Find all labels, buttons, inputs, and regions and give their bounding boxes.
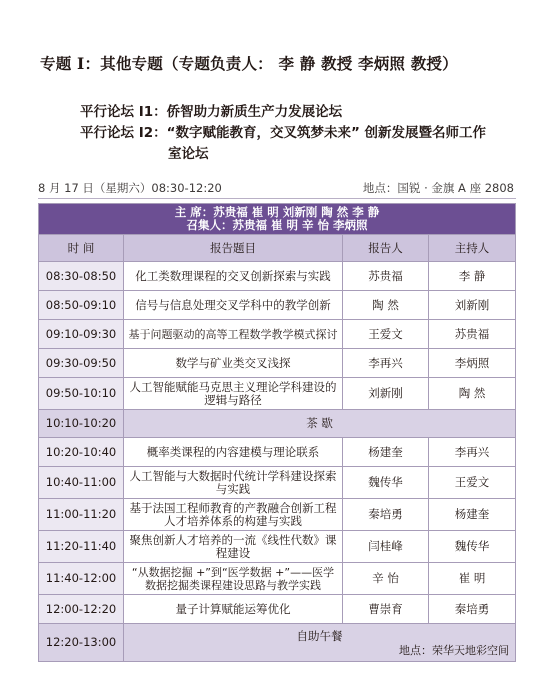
topic-cell: 聚焦创新人才培养的一流《线性代数》课程建设 [124,531,343,563]
topic-cell: 人工智能赋能马克思主义理论学科建设的逻辑与路径 [124,378,343,410]
header-host: 主持人 [429,235,516,262]
header-speaker: 报告人 [343,235,429,262]
topic-cell: 信号与信息处理交叉学科中的教学创新 [124,291,343,320]
time-cell: 10:10-10:20 [39,410,124,438]
forum-i1-title: 平行论坛 I1：侨智助力新质生产力发展论坛 [80,104,343,120]
table-row [39,563,516,595]
speaker-cell: 苏贵福 [343,262,429,291]
section-title: 专题 I：其他专题（专题负责人： 李 静 教授 李炳照 教授） [40,54,458,73]
time-cell: 10:20-10:40 [39,438,124,467]
speaker-cell: 魏传华 [343,467,429,499]
forum-i2-title-cont: 室论坛 [168,146,209,162]
time-cell: 09:30-09:50 [39,349,124,378]
table-row [39,320,516,349]
tea-break-row [39,410,516,438]
host-cell: 李炳照 [429,349,516,378]
speaker-cell: 辛 怡 [343,563,429,595]
table-row [39,531,516,563]
lunch-location: 地点：荣华天地彩空间 [399,644,510,657]
table-header [39,235,516,262]
host-cell: 魏传华 [429,531,516,563]
time-cell: 11:20-11:40 [39,531,124,563]
speaker-cell: 陶 然 [343,291,429,320]
host-cell: 崔 明 [429,563,516,595]
table-row [39,378,516,410]
time-cell: 09:50-10:10 [39,378,124,410]
session-location: 地点：国锐 · 金旗 A 座 2808 [362,181,514,195]
topic-cell: 量子计算赋能运筹优化 [124,595,343,624]
speaker-cell: 王爱文 [343,320,429,349]
table-row [39,499,516,531]
speaker-cell: 秦培勇 [343,499,429,531]
topic-cell: 化工类数理课程的交叉创新探索与实践 [124,262,343,291]
lunch-row [39,624,516,662]
topic-cell: 人工智能与大数据时代统计学科建设探索与实践 [124,467,343,499]
speaker-cell: 刘新刚 [343,378,429,410]
speaker-cell: 杨建奎 [343,438,429,467]
lunch-cell [124,624,516,662]
topic-cell: “从数据挖掘 +”到“医学数据 +”——医学数据挖掘类课程建设思路与教学实践 [124,563,343,595]
table-row [39,262,516,291]
convener-line: 召集人：苏贵福 崔 明 辛 怡 李炳照 [186,218,368,232]
host-cell: 秦培勇 [429,595,516,624]
divider [38,198,516,199]
host-cell: 陶 然 [429,378,516,410]
table-row [39,349,516,378]
time-cell: 09:10-09:30 [39,320,124,349]
session-date: 8 月 17 日（星期六）08:30-12:20 [38,181,222,195]
forum-i2-title: 平行论坛 I2：“数字赋能教育，交叉筑梦未来” 创新发展暨名师工作 [80,125,487,141]
speaker-cell: 闫桂峰 [343,531,429,563]
table-row [39,467,516,499]
host-cell: 苏贵福 [429,320,516,349]
chair-row [39,204,516,235]
schedule-table [38,203,516,662]
header-topic: 报告题目 [124,235,343,262]
time-cell: 08:30-08:50 [39,262,124,291]
host-cell: 李 静 [429,262,516,291]
time-cell: 11:00-11:20 [39,499,124,531]
time-cell: 08:50-09:10 [39,291,124,320]
time-cell: 10:40-11:00 [39,467,124,499]
speaker-cell: 李再兴 [343,349,429,378]
topic-cell: 基于问题驱动的高等工程数学教学模式探讨 [124,320,343,349]
topic-cell: 数学与矿业类交叉浅探 [124,349,343,378]
time-cell: 12:00-12:20 [39,595,124,624]
topic-cell: 基于法国工程师教育的产教融合创新工程人才培养体系的构建与实践 [124,499,343,531]
time-cell: 11:40-12:00 [39,563,124,595]
time-cell: 12:20-13:00 [39,624,124,662]
table-row [39,438,516,467]
host-cell: 李再兴 [429,438,516,467]
table-row [39,291,516,320]
host-cell: 杨建奎 [429,499,516,531]
header-time: 时 间 [39,235,124,262]
host-cell: 刘新刚 [429,291,516,320]
topic-cell: 概率类课程的内容建模与理论联系 [124,438,343,467]
host-cell: 王爱文 [429,467,516,499]
lunch-label: 自助午餐 [296,629,343,643]
chair-line: 主 席：苏贵福 崔 明 刘新刚 陶 然 李 静 [174,205,380,219]
chair-cell [39,204,516,235]
tea-break-label: 茶 歇 [124,410,516,438]
speaker-cell: 曹崇育 [343,595,429,624]
table-row [39,595,516,624]
